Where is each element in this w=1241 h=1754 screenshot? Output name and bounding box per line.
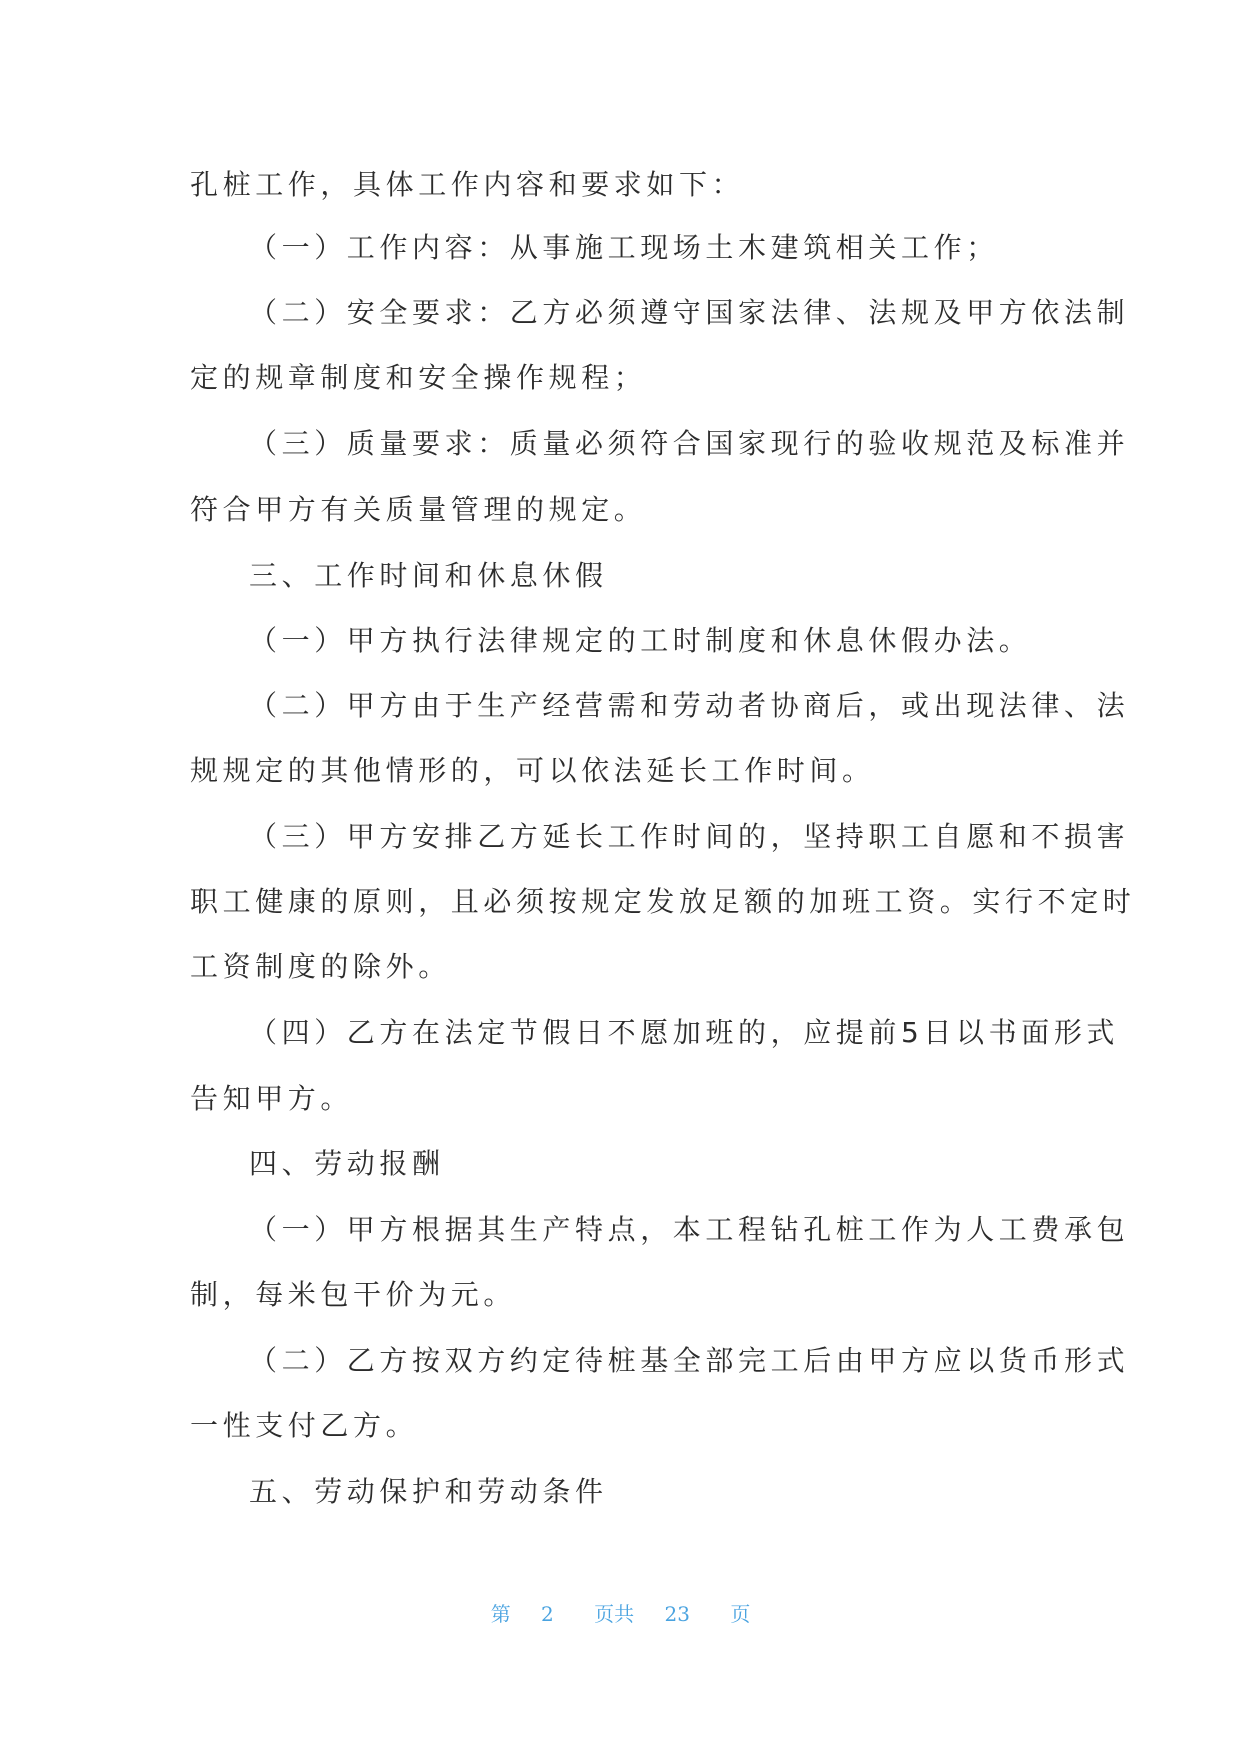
text-line: 定的规章制度和安全操作规程； [190, 361, 647, 394]
text-line: 一性支付乙方。 [190, 1409, 419, 1442]
footer-middle: 页共 [594, 1602, 635, 1626]
text-line: 规规定的其他情形的，可以依法延长工作时间。 [190, 754, 875, 787]
total-pages: 23 [664, 1602, 690, 1626]
section-heading: 四、劳动报酬 [249, 1147, 445, 1180]
text-line: （二）甲方由于生产经营需和劳动者协商后，或出现法律、法 [249, 689, 1130, 722]
text-line: （三）质量要求：质量必须符合国家现行的验收规范及标准并 [249, 427, 1130, 460]
footer-prefix: 第 [490, 1602, 511, 1626]
text-line: （一）工作内容：从事施工现场土木建筑相关工作； [249, 231, 999, 264]
text-line: 制，每米包干价为元。 [190, 1278, 517, 1311]
text-line: （四）乙方在法定节假日不愿加班的，应提前5日以书面形式 [249, 1016, 1120, 1049]
section-heading: 五、劳动保护和劳动条件 [249, 1475, 608, 1508]
text-line: （二）乙方按双方约定待桩基全部完工后由甲方应以货币形式 [249, 1344, 1130, 1377]
page-number: 2 [541, 1602, 554, 1626]
text-line: 工资制度的除外。 [190, 950, 451, 983]
text-line: 符合甲方有关质量管理的规定。 [190, 493, 647, 526]
text-line: 职工健康的原则，且必须按规定发放足额的加班工资。实行不定时 [190, 885, 1136, 918]
text-line: （一）甲方根据其生产特点，本工程钻孔桩工作为人工费承包 [249, 1213, 1130, 1246]
text-line: （一）甲方执行法律规定的工时制度和休息休假办法。 [249, 624, 1032, 657]
text-line: 告知甲方。 [190, 1082, 354, 1115]
section-heading: 三、工作时间和休息休假 [249, 559, 608, 592]
text-line: （二）安全要求：乙方必须遵守国家法律、法规及甲方依法制 [249, 296, 1130, 329]
footer-suffix: 页 [730, 1602, 751, 1626]
text-line: （三）甲方安排乙方延长工作时间的，坚持职工自愿和不损害 [249, 820, 1130, 853]
page-footer [0, 1600, 1241, 1628]
text-line: 孔桩工作，具体工作内容和要求如下： [190, 168, 745, 201]
